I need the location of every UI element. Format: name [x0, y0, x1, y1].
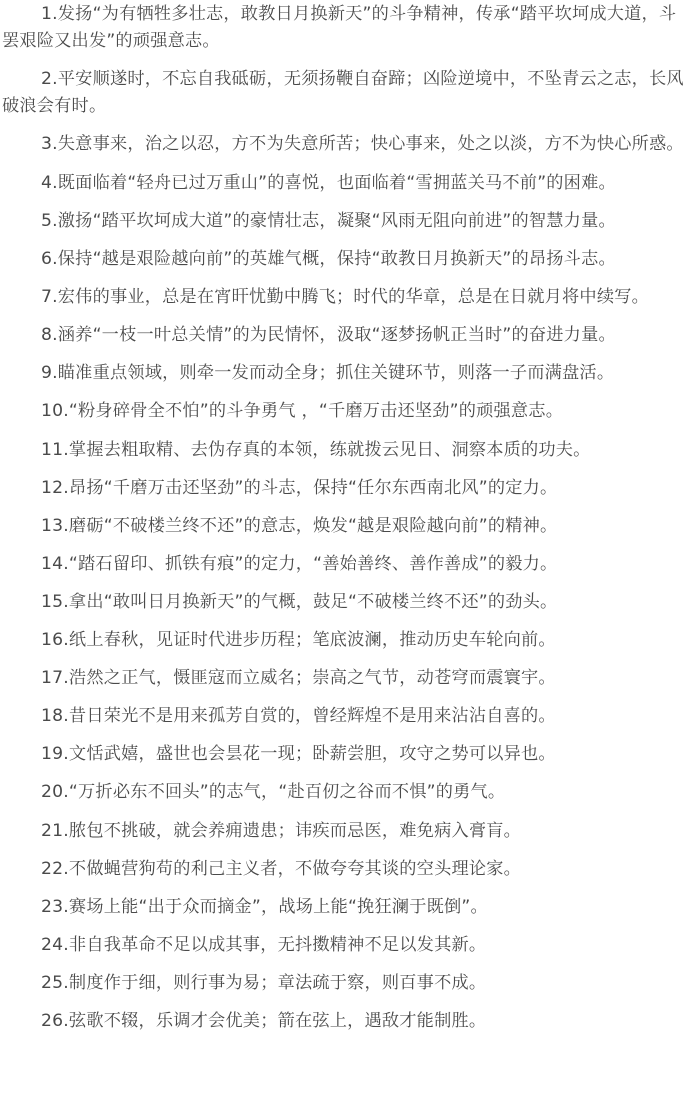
paragraph-9: 9.瞄准重点领域，则牵一发而动全身；抓住关键环节，则落一子而满盘活。 [41, 363, 615, 384]
paragraph-17: 17.浩然之正气，慑匪寇而立威名；崇高之气节，动苍穹而震寰宇。 [41, 668, 556, 689]
paragraph-16: 16.纸上春秋，见证时代进步历程；笔底波澜，推动历史车轮向前。 [41, 630, 556, 651]
paragraph-22: 22.不做蝇营狗苟的利己主义者，不做夸夸其谈的空头理论家。 [41, 858, 522, 879]
paragraph-15: 15.拿出“敢叫日月换新天”的气概，鼓足“不破楼兰终不还”的劲头。 [41, 591, 558, 612]
paragraph-24: 24.非自我革命不足以成其事，无抖擞精神不足以发其新。 [41, 934, 487, 955]
paragraph-13: 13.磨砺“不破楼兰终不还”的意志，焕发“越是艰险越向前”的精神。 [41, 515, 558, 536]
paragraph-23: 23.赛场上能“出于众而摘金”，战场上能“挽狂澜于既倒”。 [41, 896, 488, 917]
paragraph-19: 19.文恬武嬉，盛世也会昙花一现；卧薪尝胆，攻守之势可以异也。 [41, 744, 556, 765]
paragraph-20: 20.“万折必东不回头”的志气，“赴百仞之谷而不惧”的勇气。 [41, 782, 506, 803]
paragraph-12: 12.昂扬“千磨万击还坚劲”的斗志，保持“任尔东西南北风”的定力。 [41, 477, 558, 498]
paragraph-7: 7.宏伟的事业，总是在宵旰忧勤中腾飞；时代的华章，总是在日就月将中续写。 [41, 286, 649, 307]
paragraph-14: 14.“踏石留印、抓铁有痕”的定力，“善始善终、善作善成”的毅力。 [41, 553, 558, 574]
paragraph-10: 10.“粉身碎骨全不怕”的斗争勇气 ，“千磨万击还坚劲”的顽强意志。 [41, 401, 564, 422]
paragraph-26: 26.弦歌不辍，乐调才会优美；箭在弦上，遇敌才能制胜。 [41, 1010, 487, 1031]
paragraph-2: 2.平安顺遂时，不忘自我砥砺，无须扬鞭自奋蹄；凶险逆境中，不坠青云之志，长风破浪会有时。 [2, 69, 684, 116]
paragraph-11: 11.掌握去粗取精、去伪存真的本领，练就拨云见日、洞察本质的功夫。 [41, 439, 591, 460]
paragraph-25: 25.制度作于细，则行事为易；章法疏于察，则百事不成。 [41, 972, 487, 993]
paragraph-21: 21.脓包不挑破，就会养痈遗患；讳疾而忌医，难免病入膏肓。 [41, 820, 522, 841]
paragraph-1: 1.发扬“为有牺牲多壮志，敢教日月换新天”的斗争精神，传承“踏平坎坷成大道，斗罢艰险又出发”的顽强意志。 [2, 4, 677, 51]
paragraph-3: 3.失意事来，治之以忍，方不为失意所苦；快心事来，处之以淡，方不为快心所惑。 [41, 134, 684, 154]
paragraph-5: 5.激扬“踏平坎坷成大道”的豪情壮志，凝聚“风雨无阻向前进”的智慧力量。 [41, 210, 616, 231]
paragraph-18: 18.昔日荣光不是用来孤芳自赏的，曾经辉煌不是用来沾沾自喜的。 [41, 706, 556, 727]
paragraph-8: 8.涵养“一枝一叶总关情”的为民情怀，汲取“逐梦扬帆正当时”的奋进力量。 [41, 325, 616, 346]
paragraph-6: 6.保持“越是艰险越向前”的英雄气概，保持“敢教日月换新天”的昂扬斗志。 [41, 248, 616, 269]
paragraph-4: 4.既面临着“轻舟已过万重山”的喜悦，也面临着“雪拥蓝关马不前”的困难。 [41, 172, 616, 193]
